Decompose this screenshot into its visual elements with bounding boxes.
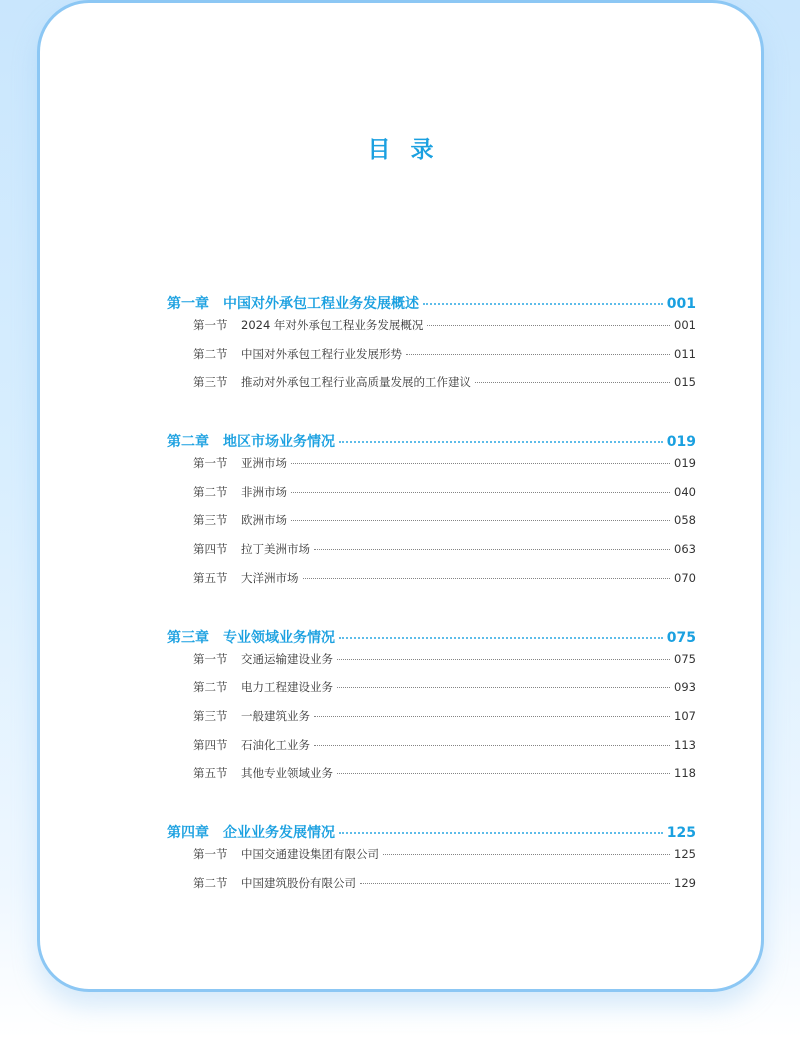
section-entry-page: 093 [674, 680, 696, 695]
dot-leader [423, 303, 663, 305]
section-entry-label: 第五节 [193, 766, 228, 781]
chapter-group [167, 822, 696, 903]
dot-leader [291, 492, 670, 493]
section-entry-label: 第二节 [193, 484, 228, 499]
section-entry[interactable] [167, 484, 696, 513]
chapter-entry-label: 第一章 [167, 296, 209, 312]
section-entry[interactable] [167, 512, 696, 541]
chapter-entry-label: 第二章 [167, 434, 209, 451]
section-entry-title: 大洋洲市场 [241, 570, 299, 585]
section-entry-title: 非洲市场 [241, 484, 287, 499]
dot-leader [314, 549, 670, 550]
section-entry[interactable] [167, 317, 696, 346]
section-entry-page: 019 [674, 456, 696, 471]
section-entry[interactable] [167, 374, 696, 403]
section-entry-title: 中国建筑股份有限公司 [241, 875, 356, 890]
dot-leader [427, 325, 670, 326]
dot-leader [291, 463, 670, 464]
section-entry-page: 011 [674, 346, 696, 361]
dot-leader [314, 745, 670, 746]
section-entry-page: 070 [674, 570, 696, 585]
section-entry[interactable] [167, 875, 696, 904]
chapter-group [167, 627, 696, 794]
section-entry-page: 063 [674, 542, 696, 557]
section-entry[interactable] [167, 679, 696, 708]
section-entry[interactable] [167, 737, 696, 766]
section-entry-label: 第二节 [193, 875, 228, 890]
section-entry-title: 亚洲市场 [241, 456, 287, 471]
section-entry-label: 第三节 [193, 708, 228, 723]
dot-leader [337, 687, 670, 688]
dot-leader [383, 854, 670, 855]
section-entry[interactable] [167, 455, 696, 484]
section-entry-label: 第二节 [193, 680, 228, 695]
dot-leader [475, 382, 670, 383]
chapter-entry-page: 075 [666, 629, 696, 646]
section-entry-title: 交通运输建设业务 [241, 651, 333, 666]
section-entry-title: 石油化工业务 [241, 737, 310, 752]
chapter-entry-label: 第四章 [167, 824, 209, 841]
page-title: 目录 [367, 137, 454, 163]
dot-leader [339, 832, 663, 834]
chapter-entry-page: 001 [666, 296, 696, 312]
dot-leader [314, 716, 670, 717]
section-entry-label: 第四节 [193, 737, 228, 752]
chapter-entry-label: 第三章 [167, 629, 209, 646]
chapter-entry-title: 企业业务发展情况 [223, 824, 335, 841]
chapter-entry[interactable] [167, 822, 696, 846]
section-entry-page: 118 [674, 766, 696, 781]
section-entry-page: 129 [674, 875, 696, 890]
section-entry-page: 075 [674, 651, 696, 666]
section-entry-title: 其他专业领域业务 [241, 766, 333, 781]
section-entry-label: 第一节 [193, 651, 228, 666]
dot-leader [303, 578, 671, 579]
section-entry-label: 第五节 [193, 570, 228, 585]
dot-leader [406, 354, 670, 355]
section-entry[interactable] [167, 570, 696, 599]
section-entry-title: 拉丁美洲市场 [241, 542, 310, 557]
section-entry-page: 113 [674, 737, 696, 752]
chapter-entry[interactable] [167, 431, 696, 455]
dot-leader [360, 883, 670, 884]
section-entry-page: 015 [674, 375, 696, 390]
chapter-entry-title: 中国对外承包工程业务发展概述 [223, 296, 419, 312]
section-entry-title: 中国交通建设集团有限公司 [241, 846, 379, 861]
chapter-entry[interactable] [167, 293, 696, 317]
dot-leader [337, 659, 670, 660]
section-entry-page: 040 [674, 484, 696, 499]
section-entry[interactable] [167, 765, 696, 794]
chapter-entry-title: 专业领域业务情况 [223, 629, 335, 646]
section-entry-page: 107 [674, 708, 696, 723]
section-entry-label: 第三节 [193, 375, 228, 390]
chapter-entry-page: 125 [666, 824, 696, 841]
chapter-entry[interactable] [167, 627, 696, 651]
section-entry-page: 125 [674, 846, 696, 861]
chapter-group [167, 293, 696, 403]
chapter-entry-page: 019 [666, 434, 696, 451]
section-entry-label: 第一节 [193, 456, 228, 471]
section-entry[interactable] [167, 541, 696, 570]
section-entry-title: 2024 年对外承包工程业务发展概况 [241, 318, 424, 332]
chapter-entry-title: 地区市场业务情况 [223, 434, 335, 451]
section-entry-title: 欧洲市场 [241, 513, 287, 528]
section-entry-title: 中国对外承包工程行业发展形势 [241, 346, 402, 361]
section-entry-page: 058 [674, 513, 696, 528]
section-entry-title: 电力工程建设业务 [241, 680, 333, 695]
dot-leader [291, 520, 670, 521]
page-card [37, 0, 764, 992]
section-entry-label: 第三节 [193, 513, 228, 528]
dot-leader [339, 637, 663, 639]
chapter-group [167, 431, 696, 598]
dot-leader [337, 773, 670, 774]
section-entry-label: 第一节 [193, 846, 228, 861]
section-entry-label: 第四节 [193, 542, 228, 557]
section-entry-label: 第二节 [193, 346, 228, 361]
section-entry[interactable] [167, 651, 696, 680]
table-of-contents [167, 293, 696, 931]
section-entry-label: 第一节 [193, 318, 228, 332]
section-entry[interactable] [167, 846, 696, 875]
dot-leader [339, 441, 663, 443]
section-entry-page: 001 [674, 318, 696, 332]
section-entry-title: 推动对外承包工程行业高质量发展的工作建议 [241, 375, 471, 390]
section-entry[interactable] [167, 346, 696, 375]
section-entry[interactable] [167, 708, 696, 737]
section-entry-title: 一般建筑业务 [241, 708, 310, 723]
